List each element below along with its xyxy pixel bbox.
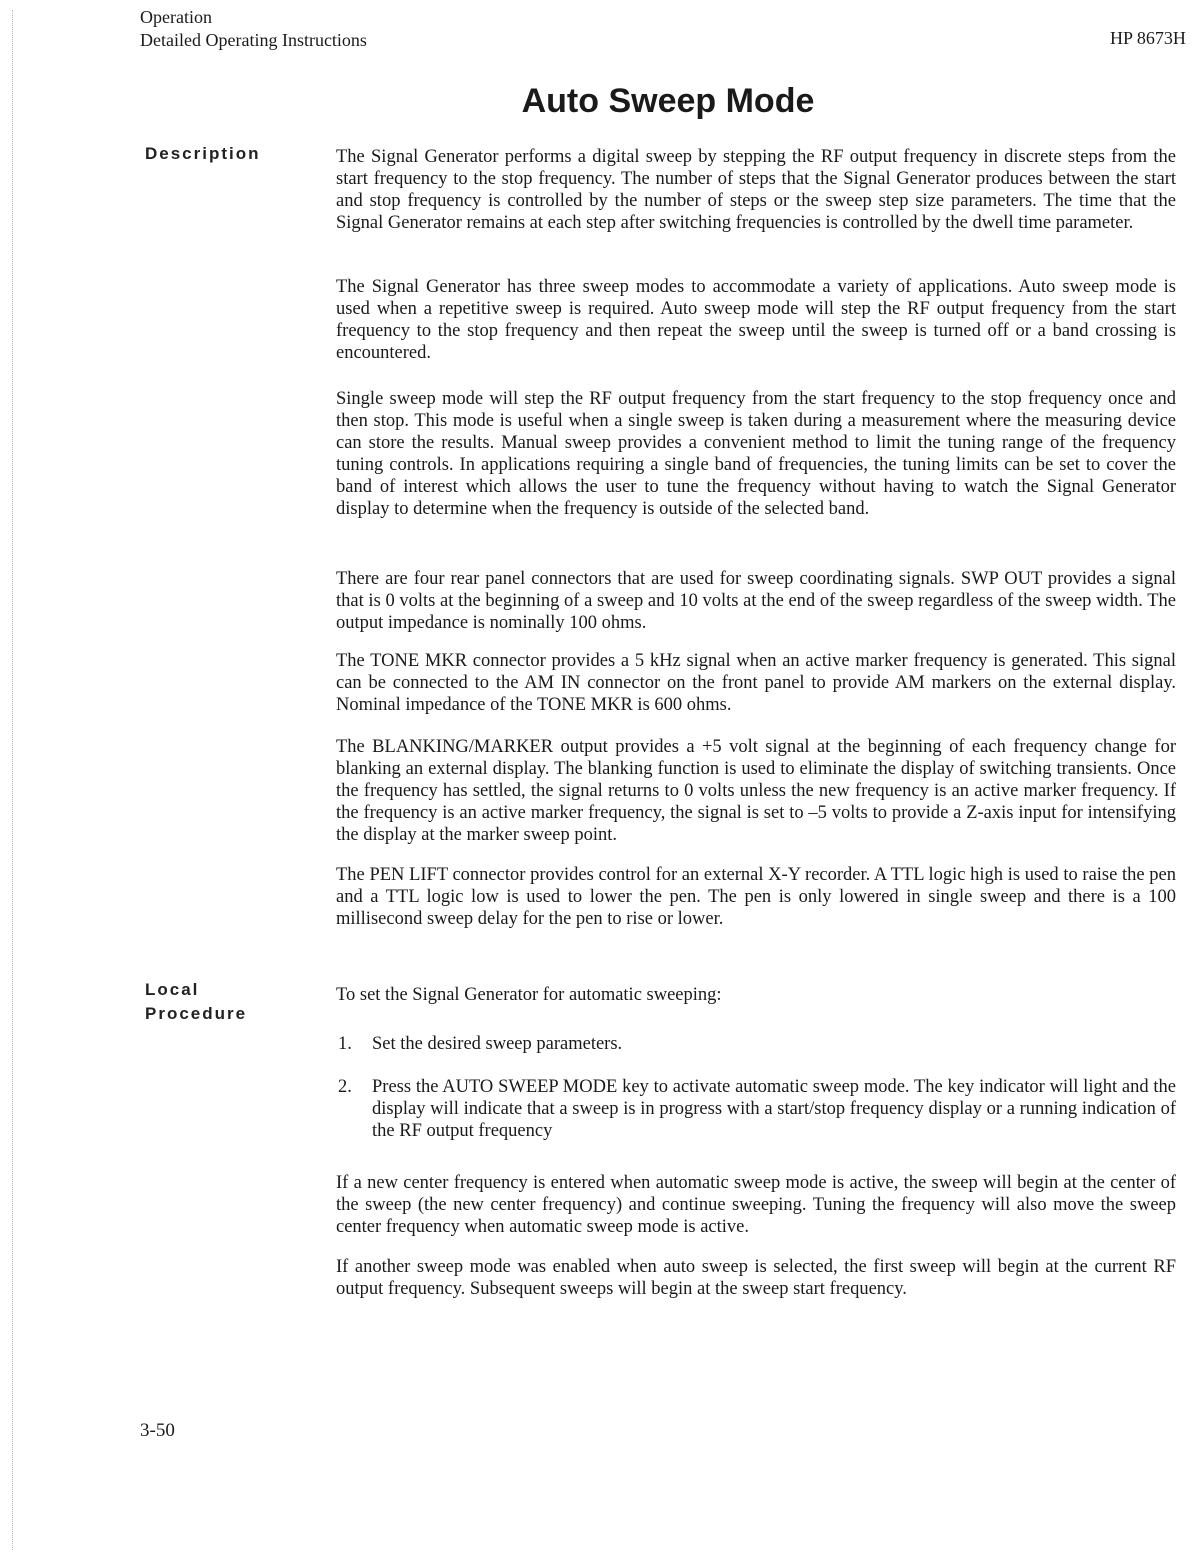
description-paragraph: The Signal Generator has three sweep modes to accommodate a variety of applications. Auto sweep mode is used when a repetitive sweep is required. Auto sweep mode will step the RF output frequency from the start frequency to the stop frequency and then repeat the sweep until the sweep is turned off or a band crossing is encountered.	[336, 277, 1176, 363]
local-procedure-label	[145, 978, 247, 1026]
description-paragraph: There are four rear panel connectors that are used for sweep coordinating signals. SWP OUT provides a signal that is 0 volts at the beginning of a sweep and 10 volts at the end of the sweep regardless of the sweep width. The output impedance is nominally 100 ohms.	[336, 569, 1176, 633]
step-text: Press the AUTO SWEEP MODE key to activate automatic sweep mode. The key indicator will light and the display will indicate that a sweep is in progress with a start/stop frequency display or a running indication of the RF output frequency	[372, 1077, 1176, 1141]
local-procedure-label-line1: Local	[145, 980, 200, 999]
local-procedure-label-line2: Procedure	[145, 1004, 248, 1023]
procedure-note: If a new center frequency is entered when automatic sweep mode is active, the sweep will begin at the center of the sweep (the new center frequency) and continue sweeping. Tuning the frequency will also move the sweep center frequency when automatic sweep mode is active.	[336, 1173, 1176, 1237]
step-number: 1.	[338, 1034, 352, 1054]
description-paragraph: The BLANKING/MARKER output provides a +5 volt signal at the beginning of each frequency change for blanking an external display. The blanking function is used to eliminate the display of switching transients. Once the frequency has settled, the signal returns to 0 volts unless the new frequency is an active marker frequency. If the frequency is an active marker frequency, the signal is set to –5 volts to provide a Z-axis input for intensifying the display at the marker sweep point.	[336, 737, 1176, 845]
procedure-step	[336, 1076, 1176, 1142]
page-number: 3-50	[140, 1420, 175, 1441]
description-paragraph: The TONE MKR connector provides a 5 kHz signal when an active marker frequency is generated. This signal can be connected to the AM IN connector on the front panel to provide AM markers on the external display. Nominal impedance of the TONE MKR is 600 ohms.	[336, 651, 1176, 715]
binding-edge-marks	[12, 10, 19, 1550]
step-number: 2.	[338, 1077, 352, 1097]
header-subsection: Detailed Operating Instructions	[140, 30, 367, 50]
procedure-note: If another sweep mode was enabled when auto sweep is selected, the first sweep will begin at the current RF output frequency. Subsequent sweeps will begin at the sweep start frequency.	[336, 1257, 1176, 1299]
description-paragraph: The PEN LIFT connector provides control for an external X-Y recorder. A TTL logic high is used to raise the pen and a TTL logic low is used to lower the pen. The pen is only lowered in single sweep and there is a 100 millisecond sweep delay for the pen to rise or lower.	[336, 865, 1176, 929]
description-label: Description	[145, 144, 261, 163]
description-paragraph: Single sweep mode will step the RF output frequency from the start frequency to the stop frequency once and then stop. This mode is useful when a single sweep is taken during a measurement where the measuring device can store the results. Manual sweep provides a convenient method to limit the tuning range of the frequency tuning controls. In applications requiring a single band of frequencies, the tuning limits can be set to cover the band of interest which allows the user to tune the frequency without having to watch the Signal Generator display to determine when the frequency is outside of the selected band.	[336, 389, 1176, 519]
procedure-step	[336, 1033, 1176, 1055]
header-section: Operation	[140, 7, 212, 27]
header-model: HP 8673H	[1110, 28, 1186, 48]
description-paragraph: The Signal Generator performs a digital sweep by stepping the RF output frequency in discrete steps from the start frequency to the stop frequency. The number of steps that the Signal Generator produces between the start and stop frequency is controlled by the number of steps or the sweep step size parameters. The time that the Signal Generator remains at each step after switching frequencies is controlled by the dwell time parameter.	[336, 147, 1176, 233]
page-title: Auto Sweep Mode	[521, 82, 815, 120]
procedure-intro: To set the Signal Generator for automatic sweeping:	[336, 985, 722, 1005]
step-text: Set the desired sweep parameters.	[372, 1034, 623, 1054]
